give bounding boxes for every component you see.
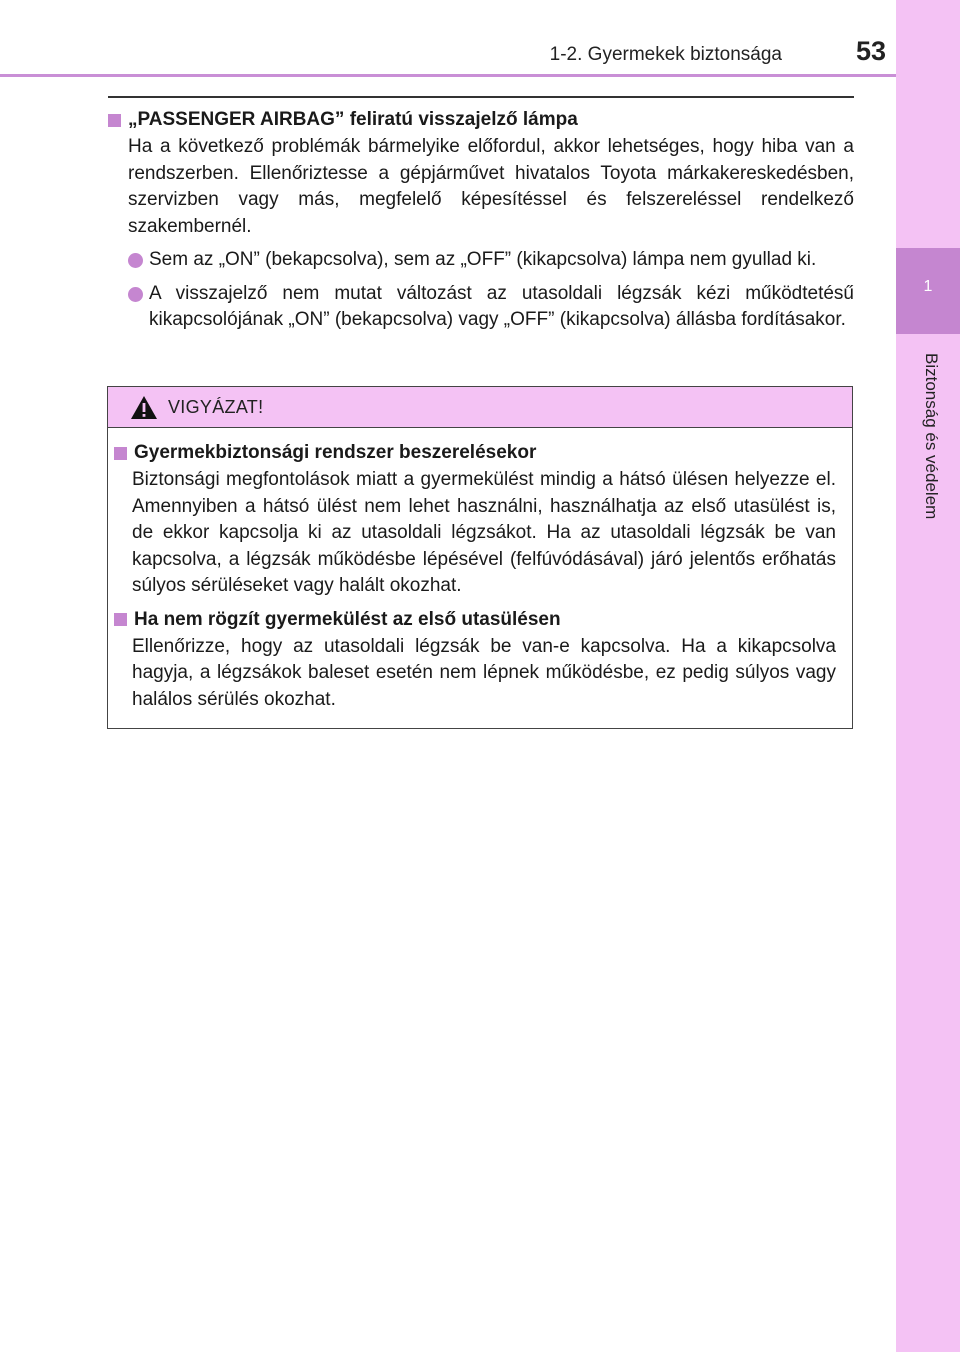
page-number: 53 <box>855 36 886 66</box>
round-bullet-icon <box>128 253 143 268</box>
square-bullet-icon <box>108 114 121 127</box>
side-chapter-title: Biztonság és védelem <box>922 353 941 520</box>
list-item <box>128 281 854 334</box>
caution-section <box>108 606 852 714</box>
caution-title: VIGYÁZAT! <box>168 396 264 417</box>
caution-section-text: Ellenőrizze, hogy az utasoldali légzsák be van-e kapcsolva. Ha a kikapcsolva hagyja, a légzsákok baleset esetén nem lépnek működésbe, ez pedig súlyos vagy halálos sérülés okozhat. <box>132 635 836 710</box>
caution-header <box>108 387 852 428</box>
caution-section-heading-text: Gyermekbiztonsági rendszer beszerelésekor <box>134 442 537 463</box>
caution-box <box>107 386 853 729</box>
content-top-rule <box>108 96 854 98</box>
side-chapter-number: 1 <box>923 278 933 295</box>
caution-section-text: Biztonsági megfontolások miatt a gyermekülést mindig a hátsó ülésen helyezze el. Amennyiben a hátsó ülést nem lehet használni, használhatja az első utasülést is, de ekkor kapcsolja ki az utasoldali légzsákot. Ha az utasoldali légzsák be van kapcsolva, a légzsák működésbe lépésével (felfúvódásával) járó jelentős erőhatás súlyos sérüléseket vagy halált okozhat. <box>132 469 836 596</box>
round-bullet-icon <box>128 287 143 302</box>
square-bullet-icon <box>114 447 127 460</box>
header-rule <box>0 74 896 77</box>
caution-body <box>108 428 852 713</box>
list-item <box>128 247 854 274</box>
intro-paragraph: Ha a következő problémák bármelyike előfordul, akkor lehetséges, hogy hiba van a rendszerben. Ellenőriztesse a gépjárművet hivatalos Toyota márkakereskedésben, szervizben vagy más, megfelelő képesítéssel és felszereléssel rendelkező szakembernél. <box>128 136 854 237</box>
caution-section-heading-text: Ha nem rögzít gyermekülést az első utasülésen <box>134 608 561 630</box>
main-content <box>108 106 854 334</box>
caution-section-heading <box>114 439 852 467</box>
header-section-title: 1-2. Gyermekek biztonsága <box>549 44 782 65</box>
caution-section <box>108 439 852 600</box>
side-tab <box>896 0 960 1352</box>
section-heading-text: „PASSENGER AIRBAG” feliratú visszajelző lámpa <box>128 109 578 130</box>
list-item-text: A visszajelző nem mutat változást az utasoldali légzsák kézi működtetésű kikapcsolójának „ON” (bekapcsolva) vagy „OFF” (kikapcsolva) állásba fordításakor. <box>149 282 854 330</box>
section-heading <box>108 106 854 134</box>
list-item-text: Sem az „ON” (bekapcsolva), sem az „OFF” (kikapcsolva) lámpa nem gyullad ki. <box>149 249 817 270</box>
warning-icon <box>130 395 158 420</box>
caution-section-heading <box>114 606 852 634</box>
square-bullet-icon <box>114 613 127 626</box>
